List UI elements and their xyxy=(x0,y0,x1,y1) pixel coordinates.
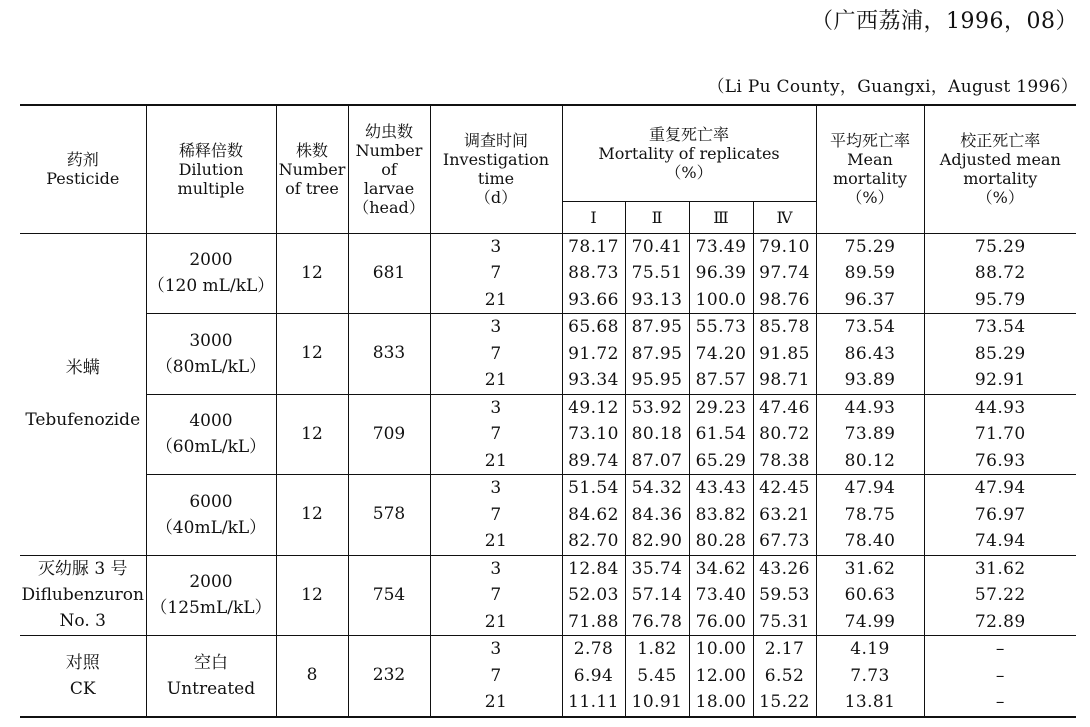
dilution-line: （125mL/kL） xyxy=(150,598,272,619)
value-r4: 75.31 xyxy=(759,611,810,632)
value-d: 7 xyxy=(490,424,502,444)
value-r3: 18.00 xyxy=(695,692,747,712)
value-r1: 11.11 xyxy=(568,692,619,712)
value-d: 3 xyxy=(490,558,502,579)
value-adj: 72.89 xyxy=(974,611,1026,632)
value-cell-mean xyxy=(816,394,924,475)
value-cell-r1 xyxy=(562,314,625,395)
value-r2: 35.74 xyxy=(631,558,683,579)
value-r2: 54.32 xyxy=(631,478,683,498)
dilution-line: 空白 xyxy=(194,652,228,673)
value-r4: 42.45 xyxy=(759,478,810,498)
value-adj: 74.94 xyxy=(974,531,1026,551)
trees-cell: 12 xyxy=(276,394,348,475)
value-cell-r3 xyxy=(689,555,753,636)
value-d: 21 xyxy=(484,692,508,712)
dilution-cell xyxy=(146,475,276,556)
value-cell-adj xyxy=(924,475,1076,556)
value-r3: 76.00 xyxy=(695,611,747,632)
dilution-line: （120 mL/kL） xyxy=(147,276,275,297)
value-r3: 74.20 xyxy=(695,343,747,364)
value-r4: 78.38 xyxy=(759,450,810,471)
value-cell-d xyxy=(430,555,562,636)
value-mean: 74.99 xyxy=(844,611,896,632)
dilution-line: （80mL/kL） xyxy=(155,356,267,377)
value-cell-r1 xyxy=(562,233,625,314)
value-r1: 78.17 xyxy=(568,236,619,257)
value-r2: 57.14 xyxy=(631,585,683,605)
pesticide-name-line: 灭幼脲 3 号 xyxy=(37,559,128,580)
value-mean: 4.19 xyxy=(850,639,890,659)
value-r1: 2.78 xyxy=(573,639,614,659)
value-adj: 44.93 xyxy=(974,397,1026,418)
value-r3: 12.00 xyxy=(695,665,747,686)
value-mean: 60.63 xyxy=(844,585,896,605)
value-cell-r1 xyxy=(562,555,625,636)
value-mean: 44.93 xyxy=(844,397,896,418)
value-cell-r3 xyxy=(689,636,753,717)
value-r4: 59.53 xyxy=(759,585,810,605)
value-d: 3 xyxy=(490,317,502,337)
value-cell-r2 xyxy=(625,555,689,636)
value-r2: 82.90 xyxy=(631,531,683,551)
value-mean: 96.37 xyxy=(844,289,896,310)
value-cell-mean xyxy=(816,555,924,636)
value-r4: 91.85 xyxy=(759,343,810,364)
value-r4: 67.73 xyxy=(759,531,810,551)
dilution-cell xyxy=(146,394,276,475)
value-cell-r1 xyxy=(562,475,625,556)
pesticide-cell xyxy=(20,233,146,555)
header-larvae: 幼虫数 Number of larvae （head） xyxy=(348,105,430,233)
value-r3: 73.40 xyxy=(695,585,747,605)
table-row xyxy=(20,636,1076,717)
value-cell-r3 xyxy=(689,314,753,395)
table-row xyxy=(20,475,1076,556)
value-adj: 76.97 xyxy=(974,504,1026,525)
pesticide-name-line: Diflubenzuron xyxy=(21,585,144,606)
value-r4: 85.78 xyxy=(759,317,810,337)
dilution-line: （40mL/kL） xyxy=(155,517,267,538)
pesticide-name-line: 对照 xyxy=(65,652,100,673)
value-cell-r1 xyxy=(562,636,625,717)
value-r1: 12.84 xyxy=(568,558,619,579)
dilution-cell xyxy=(146,636,276,717)
value-adj: 31.62 xyxy=(974,558,1026,579)
header-dilution: 稀释倍数 Dilution multiple xyxy=(146,105,276,233)
header-investigation-time: 调查时间 Investigation time （d） xyxy=(430,105,562,233)
value-r1: 73.10 xyxy=(568,424,619,444)
value-r1: 91.72 xyxy=(568,343,619,364)
value-d: 7 xyxy=(490,504,502,525)
value-r3: 73.49 xyxy=(695,236,747,257)
value-r2: 87.95 xyxy=(631,317,683,337)
mortality-table xyxy=(20,104,1076,718)
value-r1: 93.34 xyxy=(568,370,619,390)
value-cell-r4 xyxy=(753,475,816,556)
value-r3: 55.73 xyxy=(695,317,747,337)
value-r3: 80.28 xyxy=(695,531,747,551)
value-d: 7 xyxy=(490,343,502,364)
value-r2: 93.13 xyxy=(631,289,683,310)
value-r1: 89.74 xyxy=(568,450,619,471)
value-cell-d xyxy=(430,394,562,475)
value-d: 21 xyxy=(484,289,508,310)
value-r3: 96.39 xyxy=(695,263,747,283)
value-adj: 88.72 xyxy=(974,263,1026,283)
value-r1: 84.62 xyxy=(568,504,619,525)
value-adj: 47.94 xyxy=(974,478,1026,498)
value-cell-r3 xyxy=(689,233,753,314)
value-mean: 78.75 xyxy=(844,504,896,525)
value-adj: – xyxy=(995,692,1005,712)
header-rep-3: Ⅲ xyxy=(689,201,753,233)
header-mean: 平均死亡率 Mean mortality （%） xyxy=(816,105,924,233)
value-adj: 85.29 xyxy=(974,343,1026,364)
value-mean: 47.94 xyxy=(844,478,896,498)
dilution-line: 4000 xyxy=(189,411,233,432)
table-row xyxy=(20,233,1076,314)
value-r2: 87.95 xyxy=(631,343,683,364)
value-r1: 88.73 xyxy=(568,263,619,283)
value-adj: – xyxy=(995,665,1005,686)
value-r3: 43.43 xyxy=(695,478,747,498)
value-cell-mean xyxy=(816,314,924,395)
value-adj: 76.93 xyxy=(974,450,1026,471)
value-cell-adj xyxy=(924,314,1076,395)
value-cell-d xyxy=(430,636,562,717)
header-rep-1: Ⅰ xyxy=(562,201,625,233)
pesticide-cell xyxy=(20,636,146,717)
value-d: 3 xyxy=(490,236,502,257)
value-r4: 98.76 xyxy=(759,289,810,310)
header-pesticide: 药剂 Pesticide xyxy=(20,105,146,233)
value-adj: 57.22 xyxy=(974,585,1026,605)
value-cell-r1 xyxy=(562,394,625,475)
value-adj: 75.29 xyxy=(974,236,1026,257)
value-cell-r2 xyxy=(625,475,689,556)
value-r1: 82.70 xyxy=(568,531,619,551)
larvae-cell: 754 xyxy=(348,555,430,636)
pesticide-name-line: Tebufenozide xyxy=(25,410,141,430)
value-r4: 98.71 xyxy=(759,370,810,390)
value-r2: 75.51 xyxy=(631,263,683,283)
dilution-line: 6000 xyxy=(189,491,233,512)
value-r4: 15.22 xyxy=(759,692,810,712)
value-r1: 65.68 xyxy=(568,317,619,337)
value-cell-adj xyxy=(924,555,1076,636)
value-cell-r3 xyxy=(689,394,753,475)
value-r2: 95.95 xyxy=(631,370,683,390)
value-d: 7 xyxy=(490,263,502,283)
larvae-cell: 232 xyxy=(348,636,430,717)
value-cell-r4 xyxy=(753,636,816,717)
value-d: 21 xyxy=(484,611,508,632)
value-mean: 86.43 xyxy=(844,343,896,364)
value-r3: 61.54 xyxy=(695,424,747,444)
value-d: 3 xyxy=(490,639,502,659)
value-r2: 10.91 xyxy=(631,692,683,712)
larvae-cell: 709 xyxy=(348,394,430,475)
value-r1: 93.66 xyxy=(568,289,619,310)
larvae-cell: 578 xyxy=(348,475,430,556)
value-r4: 97.74 xyxy=(759,263,810,283)
value-r3: 34.62 xyxy=(695,558,747,579)
value-cell-r4 xyxy=(753,314,816,395)
trees-cell: 8 xyxy=(276,636,348,717)
value-cell-d xyxy=(430,314,562,395)
value-adj: 95.79 xyxy=(974,289,1026,310)
value-r3: 65.29 xyxy=(695,450,747,471)
table-body xyxy=(20,233,1076,717)
dilution-cell xyxy=(146,555,276,636)
trees-cell: 12 xyxy=(276,233,348,314)
dilution-line: （60mL/kL） xyxy=(155,437,267,458)
value-r4: 47.46 xyxy=(759,397,810,418)
value-cell-mean xyxy=(816,233,924,314)
value-mean: 80.12 xyxy=(844,450,896,471)
value-d: 7 xyxy=(490,665,502,686)
header-rep-2: Ⅱ xyxy=(625,201,689,233)
value-r4: 2.17 xyxy=(764,639,805,659)
larvae-cell: 681 xyxy=(348,233,430,314)
value-r2: 53.92 xyxy=(631,397,683,418)
value-d: 21 xyxy=(484,531,508,551)
dilution-cell xyxy=(146,314,276,395)
value-r2: 84.36 xyxy=(631,504,683,525)
value-r1: 49.12 xyxy=(568,397,619,418)
value-r1: 6.94 xyxy=(573,665,614,686)
table-row xyxy=(20,394,1076,475)
trees-cell: 12 xyxy=(276,475,348,556)
value-cell-r2 xyxy=(625,394,689,475)
value-r3: 83.82 xyxy=(695,504,747,525)
value-adj: 71.70 xyxy=(974,424,1026,444)
dilution-line: Untreated xyxy=(166,678,256,699)
value-r1: 52.03 xyxy=(568,585,619,605)
value-cell-d xyxy=(430,233,562,314)
value-cell-r3 xyxy=(689,475,753,556)
pesticide-name-line: CK xyxy=(69,678,96,699)
value-adj: 92.91 xyxy=(974,370,1026,390)
value-d: 3 xyxy=(490,397,502,418)
value-r4: 6.52 xyxy=(764,665,805,686)
value-cell-mean xyxy=(816,475,924,556)
value-r2: 80.18 xyxy=(631,424,683,444)
value-adj: 73.54 xyxy=(974,317,1026,337)
value-mean: 31.62 xyxy=(844,558,896,579)
table-row xyxy=(20,555,1076,636)
value-d: 7 xyxy=(490,585,502,605)
value-r3: 100.0 xyxy=(695,289,747,310)
header-rep-4: Ⅳ xyxy=(753,201,816,233)
value-mean: 93.89 xyxy=(844,370,896,390)
header-trees: 株数 Number of tree xyxy=(276,105,348,233)
value-d: 21 xyxy=(484,370,508,390)
value-r3: 87.57 xyxy=(695,370,747,390)
value-cell-mean xyxy=(816,636,924,717)
value-r1: 71.88 xyxy=(568,611,619,632)
larvae-cell: 833 xyxy=(348,314,430,395)
value-r3: 10.00 xyxy=(695,639,747,659)
trees-cell: 12 xyxy=(276,314,348,395)
value-adj: – xyxy=(995,639,1005,659)
value-d: 3 xyxy=(490,478,502,498)
value-cell-r2 xyxy=(625,636,689,717)
header-adjusted: 校正死亡率 Adjusted mean mortality （%） xyxy=(924,105,1076,233)
pesticide-name-line: 米螨 xyxy=(65,358,100,378)
table-row xyxy=(20,314,1076,395)
value-r4: 80.72 xyxy=(759,424,810,444)
value-r2: 76.78 xyxy=(631,611,683,632)
value-d: 21 xyxy=(484,450,508,471)
value-r1: 51.54 xyxy=(568,478,619,498)
caption-location-en: （Li Pu County，Guangxi，August 1996） xyxy=(707,77,1078,97)
value-cell-adj xyxy=(924,636,1076,717)
value-cell-r2 xyxy=(625,233,689,314)
value-r2: 5.45 xyxy=(637,665,677,686)
value-r4: 43.26 xyxy=(759,558,810,579)
value-r4: 63.21 xyxy=(759,504,810,525)
trees-cell: 12 xyxy=(276,555,348,636)
value-r2: 70.41 xyxy=(631,236,683,257)
value-mean: 13.81 xyxy=(844,692,896,712)
value-cell-r4 xyxy=(753,233,816,314)
value-mean: 78.40 xyxy=(844,531,896,551)
pesticide-cell xyxy=(20,555,146,636)
value-mean: 73.54 xyxy=(844,317,896,337)
value-mean: 73.89 xyxy=(844,424,896,444)
dilution-line: 2000 xyxy=(189,250,233,271)
value-r4: 79.10 xyxy=(759,236,810,257)
pesticide-name-line: No. 3 xyxy=(59,611,106,632)
value-mean: 75.29 xyxy=(844,236,896,257)
value-r2: 1.82 xyxy=(637,639,677,659)
caption-location-cn: （广西荔浦，1996，08） xyxy=(811,9,1078,34)
value-cell-r4 xyxy=(753,394,816,475)
dilution-cell xyxy=(146,233,276,314)
value-r3: 29.23 xyxy=(695,397,747,418)
value-cell-adj xyxy=(924,394,1076,475)
value-mean: 7.73 xyxy=(850,665,890,686)
value-r2: 87.07 xyxy=(631,450,683,471)
value-cell-adj xyxy=(924,233,1076,314)
value-mean: 89.59 xyxy=(844,263,896,283)
value-cell-r2 xyxy=(625,314,689,395)
dilution-line: 2000 xyxy=(189,572,233,593)
value-cell-r4 xyxy=(753,555,816,636)
header-replicates: 重复死亡率 Mortality of replicates （%） xyxy=(562,105,816,201)
dilution-line: 3000 xyxy=(189,330,233,351)
value-cell-d xyxy=(430,475,562,556)
